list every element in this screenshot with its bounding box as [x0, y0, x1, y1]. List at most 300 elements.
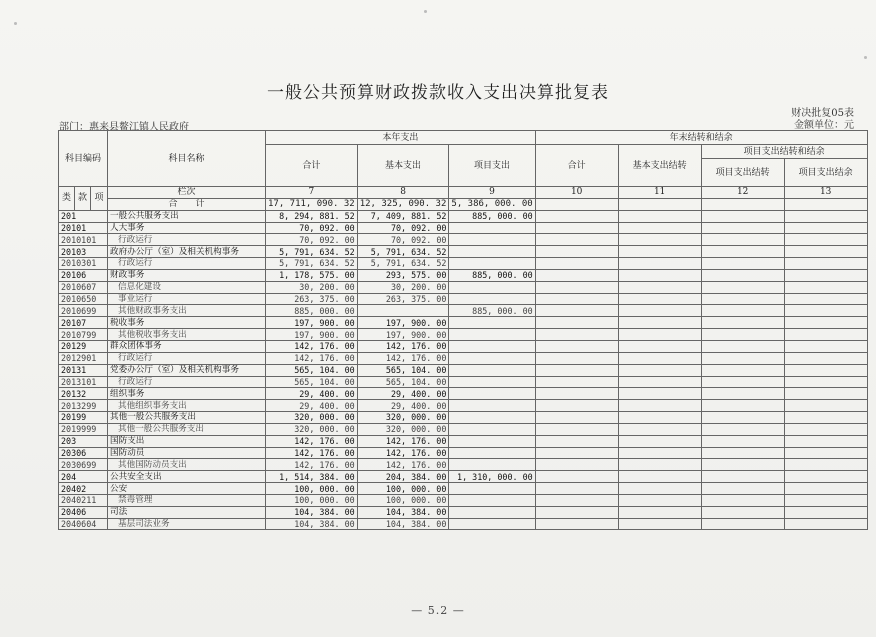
empty-cell	[784, 376, 867, 388]
row-project	[449, 388, 535, 400]
empty-cell	[618, 518, 701, 530]
empty-cell	[535, 198, 618, 210]
row-code: 20406	[59, 506, 108, 518]
row-code: 20402	[59, 483, 108, 495]
row-code: 2010607	[59, 281, 108, 293]
row-code: 204	[59, 471, 108, 483]
row-project	[449, 246, 535, 258]
row-total: 70, 092. 00	[266, 222, 358, 234]
row-name: 其他一般公共服务支出	[108, 423, 266, 435]
empty-cell	[701, 210, 784, 222]
row-name: 政府办公厅（室）及相关机构事务	[108, 246, 266, 258]
row-code: 201	[59, 210, 108, 222]
empty-cell	[618, 459, 701, 471]
row-project	[449, 364, 535, 376]
scan-speck	[424, 10, 427, 13]
empty-cell	[784, 423, 867, 435]
empty-cell	[701, 376, 784, 388]
row-code: 2013101	[59, 376, 108, 388]
row-name: 其他一般公共服务支出	[108, 412, 266, 424]
empty-cell	[701, 281, 784, 293]
row-total: 142, 176. 00	[266, 459, 358, 471]
row-name: 禁毒管理	[108, 494, 266, 506]
row-name: 其他财政事务支出	[108, 305, 266, 317]
empty-cell	[535, 494, 618, 506]
empty-cell	[535, 447, 618, 459]
table-row	[59, 364, 868, 376]
empty-cell	[618, 483, 701, 495]
empty-cell	[535, 352, 618, 364]
empty-cell	[701, 506, 784, 518]
empty-cell	[535, 317, 618, 329]
empty-cell	[535, 364, 618, 376]
empty-cell	[535, 329, 618, 341]
amount-unit: 金额单位：元	[794, 120, 854, 131]
row-code: 20306	[59, 447, 108, 459]
empty-cell	[618, 447, 701, 459]
empty-cell	[618, 246, 701, 258]
table-row	[59, 400, 868, 412]
row-name: 公安	[108, 483, 266, 495]
table-row	[59, 423, 868, 435]
empty-cell	[618, 293, 701, 305]
header-column-no: 栏次	[108, 187, 266, 199]
empty-cell	[784, 400, 867, 412]
row-code: 2010699	[59, 305, 108, 317]
row-total: 29, 400. 00	[266, 400, 358, 412]
empty-cell	[618, 198, 701, 210]
row-basic: 29, 400. 00	[357, 388, 449, 400]
empty-cell	[618, 222, 701, 234]
empty-cell	[535, 423, 618, 435]
row-basic: 263, 375. 00	[357, 293, 449, 305]
total-row-project: 5, 386, 000. 00	[449, 198, 535, 210]
empty-cell	[784, 494, 867, 506]
empty-cell	[618, 412, 701, 424]
row-basic: 142, 176. 00	[357, 340, 449, 352]
row-name: 人大事务	[108, 222, 266, 234]
table-row	[59, 222, 868, 234]
row-total: 30, 200. 00	[266, 281, 358, 293]
empty-cell	[535, 210, 618, 222]
row-total: 565, 104. 00	[266, 376, 358, 388]
row-total: 70, 092. 00	[266, 234, 358, 246]
row-basic: 100, 000. 00	[357, 483, 449, 495]
table-row	[59, 317, 868, 329]
empty-cell	[701, 293, 784, 305]
empty-cell	[784, 234, 867, 246]
table-row	[59, 281, 868, 293]
row-basic: 100, 000. 00	[357, 494, 449, 506]
row-project	[449, 483, 535, 495]
empty-cell	[784, 198, 867, 210]
row-total: 197, 900. 00	[266, 317, 358, 329]
empty-cell	[701, 305, 784, 317]
row-project	[449, 281, 535, 293]
row-total: 142, 176. 00	[266, 340, 358, 352]
row-basic: 5, 791, 634. 52	[357, 246, 449, 258]
empty-cell	[618, 234, 701, 246]
table-row	[59, 471, 868, 483]
empty-cell	[784, 317, 867, 329]
row-total: 142, 176. 00	[266, 435, 358, 447]
empty-cell	[701, 246, 784, 258]
row-basic: 70, 092. 00	[357, 222, 449, 234]
row-code: 2030699	[59, 459, 108, 471]
header-subject-code: 科目编码	[59, 131, 108, 187]
empty-cell	[701, 518, 784, 530]
row-name: 组织事务	[108, 388, 266, 400]
page-number: — 5.2 —	[411, 604, 465, 617]
empty-cell	[701, 269, 784, 281]
form-number: 财决批复05表	[791, 108, 854, 119]
table-row	[59, 210, 868, 222]
empty-cell	[784, 518, 867, 530]
row-total: 320, 000. 00	[266, 412, 358, 424]
row-total: 5, 791, 634. 52	[266, 246, 358, 258]
row-code: 2010101	[59, 234, 108, 246]
header-year-end-balance: 年末结转和结余	[535, 131, 867, 145]
row-name: 行政运行	[108, 258, 266, 270]
header-project-balance-group: 项目支出结转和结余	[701, 145, 867, 159]
row-name: 国防动员	[108, 447, 266, 459]
empty-cell	[618, 329, 701, 341]
empty-cell	[701, 329, 784, 341]
row-project	[449, 258, 535, 270]
row-name: 税收事务	[108, 317, 266, 329]
empty-cell	[618, 269, 701, 281]
empty-cell	[535, 281, 618, 293]
empty-cell	[784, 412, 867, 424]
empty-cell	[701, 459, 784, 471]
row-name: 一般公共服务支出	[108, 210, 266, 222]
row-project	[449, 435, 535, 447]
row-basic: 30, 200. 00	[357, 281, 449, 293]
empty-cell	[535, 269, 618, 281]
row-basic: 142, 176. 00	[357, 352, 449, 364]
row-name: 行政运行	[108, 234, 266, 246]
scan-speck	[864, 56, 867, 59]
header-kuan: 款	[75, 187, 91, 211]
row-name: 公共安全支出	[108, 471, 266, 483]
empty-cell	[701, 364, 784, 376]
row-name: 司法	[108, 506, 266, 518]
row-total: 29, 400. 00	[266, 388, 358, 400]
row-project	[449, 329, 535, 341]
row-code: 2019999	[59, 423, 108, 435]
row-code: 2013299	[59, 400, 108, 412]
empty-cell	[618, 340, 701, 352]
empty-cell	[618, 471, 701, 483]
empty-cell	[535, 246, 618, 258]
row-project	[449, 447, 535, 459]
empty-cell	[618, 423, 701, 435]
col-num-9: 9	[449, 187, 535, 199]
row-code: 20103	[59, 246, 108, 258]
row-project	[449, 317, 535, 329]
row-project	[449, 293, 535, 305]
table-row	[59, 246, 868, 258]
empty-cell	[701, 494, 784, 506]
row-project	[449, 412, 535, 424]
table-row	[59, 412, 868, 424]
row-code: 20199	[59, 412, 108, 424]
row-code: 20131	[59, 364, 108, 376]
header-xiang: 项	[91, 187, 108, 211]
row-project	[449, 506, 535, 518]
col-num-7: 7	[266, 187, 358, 199]
table-row	[59, 447, 868, 459]
row-name: 信息化建设	[108, 281, 266, 293]
empty-cell	[618, 305, 701, 317]
department-label: 部门：惠来县鳌江镇人民政府	[59, 122, 189, 133]
empty-cell	[618, 352, 701, 364]
row-code: 2012901	[59, 352, 108, 364]
row-code: 2010301	[59, 258, 108, 270]
empty-cell	[618, 281, 701, 293]
header-project-expense: 项目支出	[449, 145, 535, 187]
row-name: 党委办公厅（室）及相关机构事务	[108, 364, 266, 376]
row-project	[449, 222, 535, 234]
empty-cell	[618, 435, 701, 447]
empty-cell	[535, 388, 618, 400]
row-name: 群众团体事务	[108, 340, 266, 352]
empty-cell	[618, 317, 701, 329]
col-num-11: 11	[618, 187, 701, 199]
empty-cell	[784, 447, 867, 459]
header-basic-carryover: 基本支出结转	[618, 145, 701, 187]
empty-cell	[535, 412, 618, 424]
empty-cell	[784, 293, 867, 305]
row-total: 263, 375. 00	[266, 293, 358, 305]
table-row	[59, 494, 868, 506]
row-basic: 142, 176. 00	[357, 459, 449, 471]
row-basic: 142, 176. 00	[357, 447, 449, 459]
col-num-12: 12	[701, 187, 784, 199]
row-code: 20129	[59, 340, 108, 352]
row-code: 2040211	[59, 494, 108, 506]
empty-cell	[535, 258, 618, 270]
empty-cell	[535, 471, 618, 483]
empty-cell	[784, 222, 867, 234]
row-project	[449, 459, 535, 471]
empty-cell	[535, 222, 618, 234]
row-project	[449, 340, 535, 352]
row-project	[449, 518, 535, 530]
empty-cell	[618, 258, 701, 270]
row-code: 2010799	[59, 329, 108, 341]
header-total: 合计	[266, 145, 358, 187]
total-row-label: 合 计	[108, 198, 266, 210]
empty-cell	[701, 471, 784, 483]
row-total: 142, 176. 00	[266, 352, 358, 364]
empty-cell	[618, 400, 701, 412]
col-num-10: 10	[535, 187, 618, 199]
empty-cell	[535, 435, 618, 447]
empty-cell	[535, 305, 618, 317]
table-row	[59, 305, 868, 317]
empty-cell	[535, 400, 618, 412]
row-name: 基层司法业务	[108, 518, 266, 530]
header-lei: 类	[59, 187, 75, 211]
empty-cell	[535, 340, 618, 352]
row-total: 104, 384. 00	[266, 518, 358, 530]
row-basic: 5, 791, 634. 52	[357, 258, 449, 270]
row-project	[449, 234, 535, 246]
table-row	[59, 258, 868, 270]
row-basic: 70, 092. 00	[357, 234, 449, 246]
row-project	[449, 423, 535, 435]
header-basic-expense: 基本支出	[357, 145, 449, 187]
col-num-13: 13	[784, 187, 867, 199]
row-code: 20101	[59, 222, 108, 234]
header-project-carryover: 项目支出结转	[701, 159, 784, 187]
row-basic: 293, 575. 00	[357, 269, 449, 281]
table-row	[59, 483, 868, 495]
total-row-total: 17, 711, 090. 32	[266, 198, 358, 210]
empty-cell	[784, 258, 867, 270]
empty-cell	[701, 447, 784, 459]
row-name: 其他组织事务支出	[108, 400, 266, 412]
row-name: 行政运行	[108, 376, 266, 388]
row-basic: 197, 900. 00	[357, 329, 449, 341]
row-basic: 565, 104. 00	[357, 364, 449, 376]
empty-cell	[618, 506, 701, 518]
row-total: 100, 000. 00	[266, 494, 358, 506]
empty-cell	[701, 258, 784, 270]
row-basic: 29, 400. 00	[357, 400, 449, 412]
row-name: 其他税收事务支出	[108, 329, 266, 341]
row-total: 320, 000. 00	[266, 423, 358, 435]
row-name: 行政运行	[108, 352, 266, 364]
table-row	[59, 459, 868, 471]
row-basic: 104, 384. 00	[357, 506, 449, 518]
empty-cell	[784, 364, 867, 376]
row-total: 885, 000. 00	[266, 305, 358, 317]
row-name: 财政事务	[108, 269, 266, 281]
empty-cell	[784, 352, 867, 364]
header-subject-name: 科目名称	[108, 131, 266, 187]
empty-cell	[618, 388, 701, 400]
row-name: 其他国防动员支出	[108, 459, 266, 471]
header-current-year-expense: 本年支出	[266, 131, 536, 145]
row-total: 8, 294, 881. 52	[266, 210, 358, 222]
row-total: 100, 000. 00	[266, 483, 358, 495]
row-project: 885, 000. 00	[449, 210, 535, 222]
report-title: 一般公共预算财政拨款收入支出决算批复表	[267, 83, 609, 103]
row-total: 197, 900. 00	[266, 329, 358, 341]
empty-cell	[701, 317, 784, 329]
empty-cell	[784, 305, 867, 317]
row-basic: 204, 384. 00	[357, 471, 449, 483]
empty-cell	[535, 234, 618, 246]
empty-cell	[535, 459, 618, 471]
row-project: 885, 000. 00	[449, 269, 535, 281]
row-code: 203	[59, 435, 108, 447]
row-code: 20132	[59, 388, 108, 400]
table-row	[59, 340, 868, 352]
empty-cell	[784, 281, 867, 293]
empty-cell	[784, 435, 867, 447]
empty-cell	[701, 234, 784, 246]
scan-speck	[14, 22, 17, 25]
table-row	[59, 506, 868, 518]
header-ye-total: 合计	[535, 145, 618, 187]
empty-cell	[701, 388, 784, 400]
empty-cell	[784, 483, 867, 495]
empty-cell	[535, 293, 618, 305]
total-row-basic: 12, 325, 090. 32	[357, 198, 449, 210]
header-project-surplus: 项目支出结余	[784, 159, 867, 187]
empty-cell	[701, 435, 784, 447]
row-code: 2010650	[59, 293, 108, 305]
empty-cell	[701, 222, 784, 234]
total-row	[59, 198, 868, 210]
table-row	[59, 269, 868, 281]
empty-cell	[535, 518, 618, 530]
row-total: 5, 791, 634. 52	[266, 258, 358, 270]
empty-cell	[535, 506, 618, 518]
table-row	[59, 518, 868, 530]
row-code: 2040604	[59, 518, 108, 530]
empty-cell	[784, 340, 867, 352]
empty-cell	[784, 210, 867, 222]
empty-cell	[535, 376, 618, 388]
row-total: 142, 176. 00	[266, 447, 358, 459]
row-basic: 7, 409, 881. 52	[357, 210, 449, 222]
row-basic	[357, 305, 449, 317]
row-name: 事业运行	[108, 293, 266, 305]
empty-cell	[784, 329, 867, 341]
row-project	[449, 494, 535, 506]
row-code: 20107	[59, 317, 108, 329]
table-row	[59, 329, 868, 341]
empty-cell	[701, 423, 784, 435]
empty-cell	[701, 483, 784, 495]
empty-cell	[618, 376, 701, 388]
row-basic: 142, 176. 00	[357, 435, 449, 447]
col-num-8: 8	[357, 187, 449, 199]
row-project	[449, 352, 535, 364]
table-row	[59, 388, 868, 400]
row-total: 104, 384. 00	[266, 506, 358, 518]
row-basic: 104, 384. 00	[357, 518, 449, 530]
budget-table	[58, 130, 868, 530]
empty-cell	[701, 340, 784, 352]
table-row	[59, 435, 868, 447]
empty-cell	[784, 459, 867, 471]
row-basic: 565, 104. 00	[357, 376, 449, 388]
empty-cell	[618, 210, 701, 222]
empty-cell	[784, 506, 867, 518]
row-project	[449, 400, 535, 412]
row-code: 20106	[59, 269, 108, 281]
empty-cell	[701, 352, 784, 364]
empty-cell	[784, 388, 867, 400]
empty-cell	[535, 483, 618, 495]
row-name: 国防支出	[108, 435, 266, 447]
row-total: 565, 104. 00	[266, 364, 358, 376]
empty-cell	[618, 364, 701, 376]
empty-cell	[784, 471, 867, 483]
table-row	[59, 352, 868, 364]
empty-cell	[618, 494, 701, 506]
row-basic: 197, 900. 00	[357, 317, 449, 329]
row-total: 1, 178, 575. 00	[266, 269, 358, 281]
row-project: 1, 310, 000. 00	[449, 471, 535, 483]
row-basic: 320, 000. 00	[357, 412, 449, 424]
row-project	[449, 376, 535, 388]
